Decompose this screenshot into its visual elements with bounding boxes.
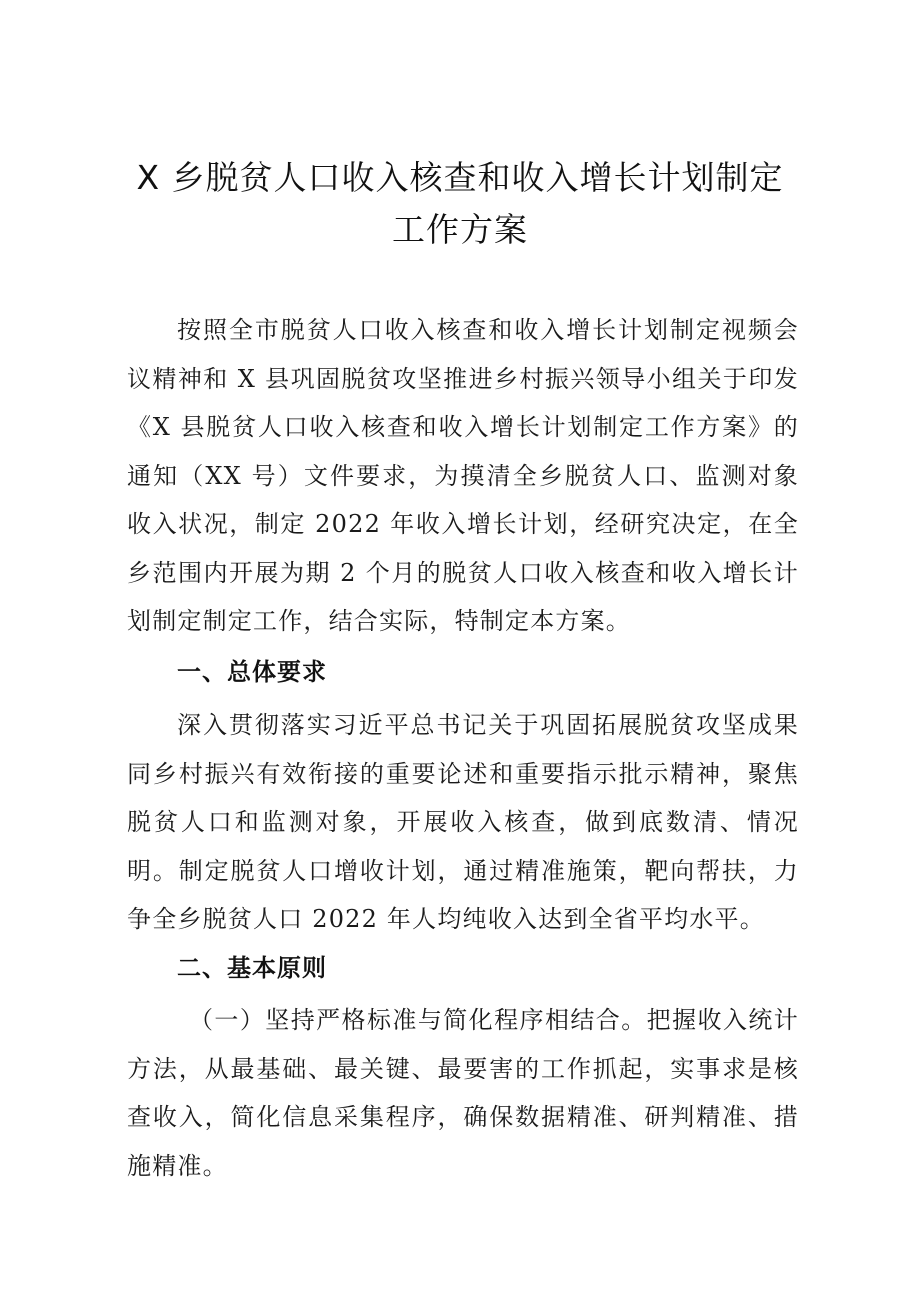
section-heading-overall-requirements: 一、总体要求 [177, 658, 327, 686]
section-paragraph-overall-requirements: 深入贯彻落实习近平总书记关于巩固拓展脱贫攻坚成果同乡村振兴有效衔接的重要论述和重要指示批示精神，聚焦脱贫人口和监测对象，开展收入核查，做到底数清、情况明。制定脱贫人口增收计划，通过精准施策，靶向帮扶，力争全乡脱贫人口 2022 年人均纯收入达到全省平均水平。 [127, 711, 799, 933]
section-paragraph-basic-principles: （一）坚持严格标准与简化程序相结合。把握收入统计方法，从最基础、最关键、最要害的工作抓起，实事求是核查收入，简化信息采集程序，确保数据精准、研判精准、措施精准。 [127, 1006, 799, 1180]
intro-paragraph: 按照全市脱贫人口收入核查和收入增长计划制定视频会议精神和 X 县巩固脱贫攻坚推进乡村振兴领导小组关于印发《X 县脱贫人口收入核查和收入增长计划制定工作方案》的通知（XX 号）文件要求，为摸清全乡脱贫人口、监测对象收入状况，制定 2022 年收入增长计划，经研究决定，在全乡范围内开展为期 2 个月的脱贫人口收入核查和收入增长计划制定制定工作，结合实际，特制定本方案。 [127, 316, 799, 635]
document-title-line-1: X 乡脱贫人口收入核查和收入增长计划制定 [136, 158, 784, 197]
document-title-line-2: 工作方案 [392, 210, 528, 249]
section-heading-basic-principles: 二、基本原则 [177, 954, 327, 982]
